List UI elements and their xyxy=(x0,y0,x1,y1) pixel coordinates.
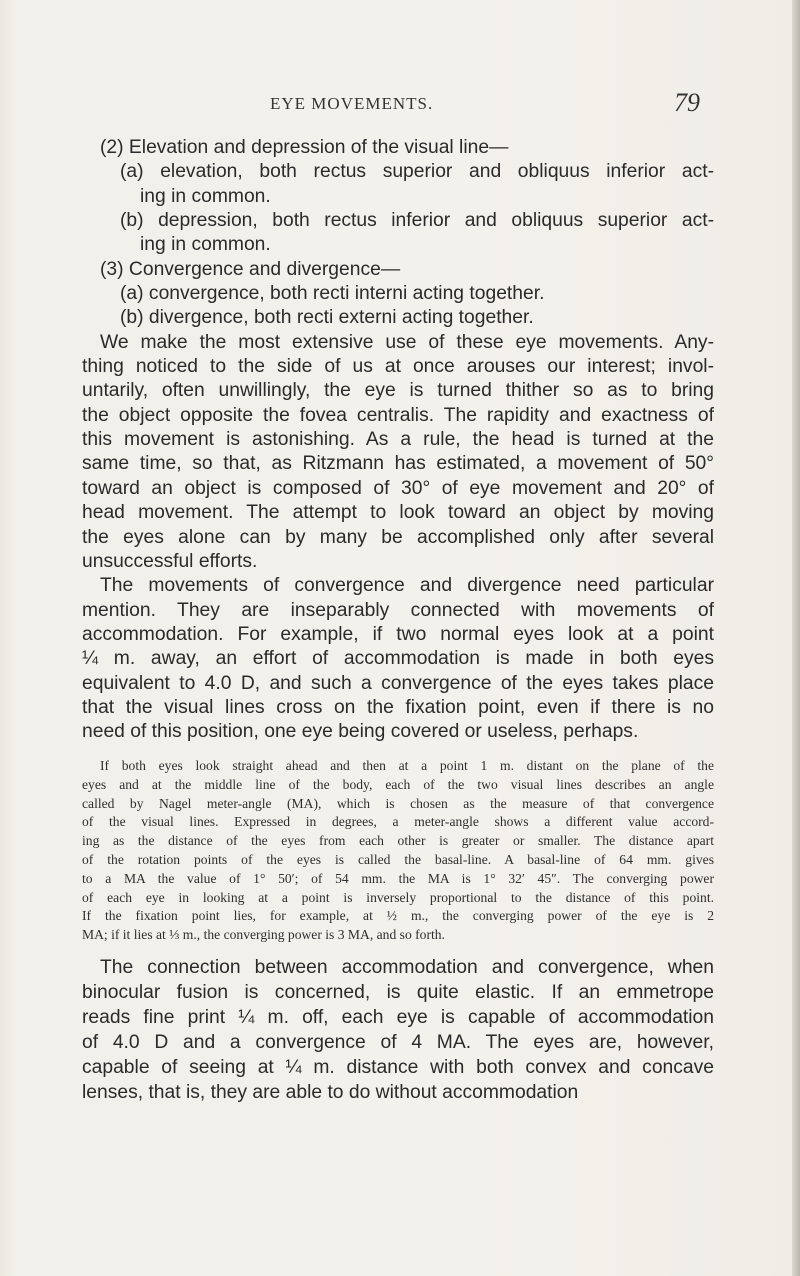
text-line: reads fine print ¼ m. off, each eye is capable of accommodation xyxy=(82,1007,714,1029)
text-line: same time, so that, as Ritzmann has estimated, a movement of 50° xyxy=(82,453,714,475)
text-line: (b) divergence, both recti externi acting together. xyxy=(120,307,534,329)
text-line: We make the most extensive use of these eye movements. Any- xyxy=(100,331,714,353)
note-line: If both eyes look straight ahead and then at a point 1 m. distant on the plane of the xyxy=(100,758,714,773)
text-line: unsuccessful efforts. xyxy=(82,550,258,572)
note-line: to a MA the value of 1° 50′; of 54 mm. the MA is 1° 32′ 45″. The converging power xyxy=(82,870,714,886)
text-line: untarily, often unwillingly, the eye is turned thither so as to bring xyxy=(82,380,714,402)
text-line: that the visual lines cross on the fixation point, even if there is no xyxy=(82,696,714,718)
text-line: ing in common. xyxy=(140,234,271,256)
text-line: the object opposite the fovea centralis. The rapidity and exactness of xyxy=(82,404,714,426)
footnote-block xyxy=(82,757,714,945)
text-line: (b) depression, both rectus inferior and obliquus superior act- xyxy=(120,210,714,232)
text-line: thing noticed to the side of us at once arouses our interest; invol- xyxy=(82,356,714,378)
text-line: mention. They are inseparably connected with movements of xyxy=(82,599,714,621)
text-line: (2) Elevation and depression of the visual line— xyxy=(100,137,509,158)
text-line: (a) elevation, both rectus superior and obliquus inferior act- xyxy=(120,161,714,183)
note-line: If the fixation point lies, for example, at ½ m., the converging power of the eye is 2 xyxy=(82,908,714,924)
main-text-block xyxy=(82,136,714,745)
text-line: this movement is astonishing. As a rule, the head is turned at the xyxy=(82,429,714,451)
running-title: EYE MOVEMENTS. xyxy=(270,94,434,113)
text-line: (3) Convergence and divergence— xyxy=(100,258,401,280)
text-line: head movement. The attempt to look toward an object by moving xyxy=(82,502,714,524)
text-line: toward an object is composed of 30° of eye movement and 20° of xyxy=(82,477,714,499)
text-line: binocular fusion is concerned, is quite elastic. If an emmetrope xyxy=(82,982,714,1004)
text-line: The connection between accommodation and convergence, when xyxy=(100,957,714,978)
text-line: the eyes alone can by many be accomplished only after several xyxy=(82,526,714,548)
note-line: of the rotation points of the eyes is called the basal-line. A basal-line of 64 mm. gives xyxy=(82,851,714,867)
text-line: of 4.0 D and a convergence of 4 MA. The eyes are, however, xyxy=(82,1032,714,1054)
note-line: of each eye in looking at a point is inversely proportional to the distance of this point. xyxy=(82,889,714,905)
text-line: (a) convergence, both recti interni acting together. xyxy=(120,283,545,305)
note-line: MA; if it lies at ⅓ m., the converging power is 3 MA, and so forth. xyxy=(82,927,445,943)
closing-paragraph xyxy=(82,955,714,1106)
text-line: capable of seeing at ¼ m. distance with both convex and concave xyxy=(82,1057,714,1079)
text-line: need of this position, one eye being covered or useless, perhaps. xyxy=(82,721,639,743)
text-line: lenses, that is, they are able to do without accommodation xyxy=(82,1082,579,1104)
text-line: equivalent to 4.0 D, and such a convergence of the eyes takes place xyxy=(82,672,714,694)
running-header xyxy=(270,88,700,124)
text-line: The movements of convergence and divergence need particular xyxy=(100,575,714,597)
note-line: eyes and at the middle line of the body, each of the two visual lines describes an angle xyxy=(82,776,714,792)
note-line: of the visual lines. Expressed in degrees, a meter-angle shows a different value accord- xyxy=(82,814,714,830)
page-edge-shadow xyxy=(792,0,800,1276)
page-number: 79 xyxy=(674,88,700,117)
text-line: accommodation. For example, if two normal eyes look at a point xyxy=(82,623,714,645)
text-line: ¼ m. away, an effort of accommodation is made in both eyes xyxy=(82,648,714,670)
note-line: called by Nagel meter-angle (MA), which is chosen as the measure of that convergence xyxy=(82,795,714,811)
text-line: ing in common. xyxy=(140,185,271,207)
note-line: ing as the distance of the eyes from each other is greater or smaller. The distance apart xyxy=(82,833,714,849)
